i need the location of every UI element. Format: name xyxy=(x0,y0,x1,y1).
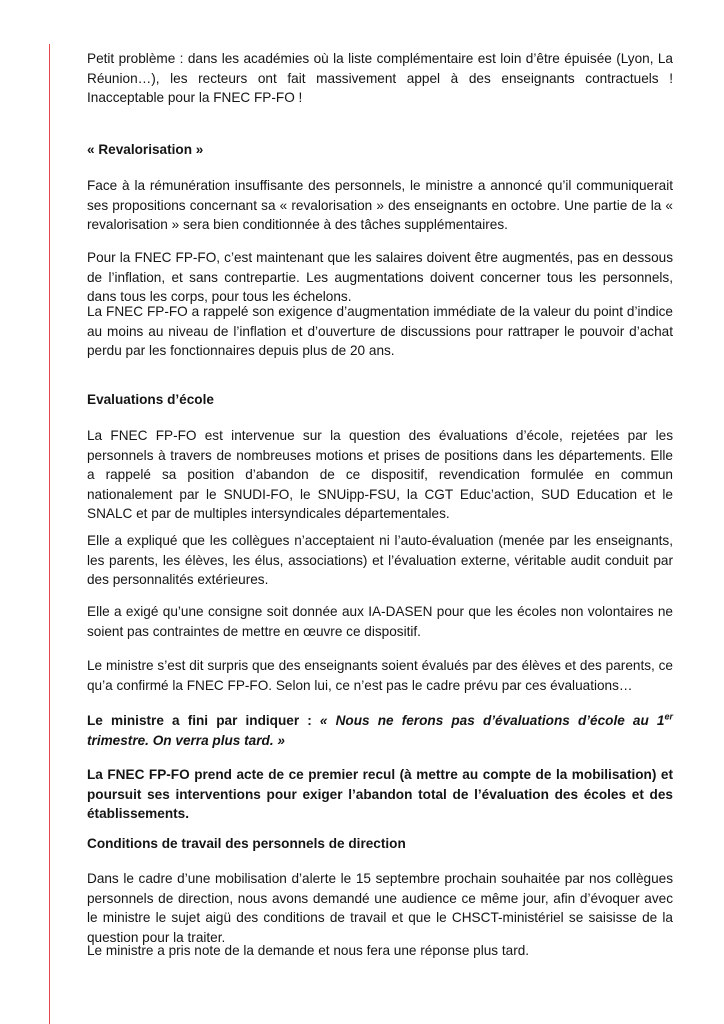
paragraph-evaluations-1: La FNEC FP-FO est intervenue sur la question des évaluations d’école, rejetées par les personnels à travers de nombreuses motions et prises de positions dans les départements. Elle a rappelé sa position d’abandon de ce dispositif, revendication formulée en commun nationalement par le SNUDI-FO, le SNUipp-FSU, la CGT Educ’action, SUD Education et le SNALC et par de multiples intersyndicales départementales. xyxy=(87,428,673,522)
paragraph-revalorisation-1: Face à la rémunération insuffisante des personnels, le ministre a annoncé qu’il communiquerait ses propositions concernant sa « revalorisation » des enseignants en octobre. Une partie de la « revalorisation » sera bien conditionnée à des tâches supplémentaires. xyxy=(87,178,673,233)
paragraph-revalorisation-3: La FNEC FP-FO a rappelé son exigence d’augmentation immédiate de la valeur du point d’indice au moins au niveau de l’inflation et d’ouverture de discussions pour rattraper le pouvoir d’achat perdu par les fonctionnaires depuis plus de 20 ans. xyxy=(87,304,673,359)
paragraph-intro: Petit problème : dans les académies où la liste complémentaire est loin d’être épuisée (Lyon, La Réunion…), les recteurs ont fait massivement appel à des enseignants contractuels ! Inacceptable pour la FNEC FP-FO ! xyxy=(87,51,673,106)
paragraph-minister-quote xyxy=(87,711,673,750)
paragraph-conditions-2: Le ministre a pris note de la demande et nous fera une réponse plus tard. xyxy=(87,943,530,958)
paragraph-fnec-response: La FNEC FP-FO prend acte de ce premier recul (à mettre au compte de la mobilisation) et poursuit ses interventions pour exiger l’abandon total de l’évaluation des écoles et des établissements. xyxy=(87,767,673,822)
heading-conditions: Conditions de travail des personnels de direction xyxy=(87,836,406,851)
paragraph-evaluations-4: Le ministre s’est dit surpris que des enseignants soient évalués par des élèves et des parents, ce qu’a confirmé la FNEC FP-FO. Selon lui, ce n’est pas le cadre prévu par ces évaluations… xyxy=(87,658,673,693)
quote-text-b: trimestre. On verra plus tard. » xyxy=(87,732,285,748)
quote-text-a: « Nous ne ferons pas d’évaluations d’école au 1 xyxy=(319,713,665,728)
quote-superscript: er xyxy=(664,711,673,722)
heading-revalorisation: « Revalorisation » xyxy=(87,142,204,157)
paragraph-revalorisation-2: Pour la FNEC FP-FO, c’est maintenant que les salaires doivent être augmentés, pas en dessous de l’inflation, et sans contrepartie. Les augmentations doivent concerner tous les personnels, dans tous les corps, pour tous les échelons. xyxy=(87,250,673,305)
paragraph-evaluations-3: Elle a exigé qu’une consigne soit donnée aux IA-DASEN pour que les écoles non volontaires ne soient pas contraintes de mettre en œuvre ce dispositif. xyxy=(87,604,673,639)
paragraph-conditions-1: Dans le cadre d’une mobilisation d’alerte le 15 septembre prochain souhaitée par nos collègues personnels de direction, nous avons demandé une audience ce même jour, afin d’évoquer avec le ministre le sujet aigü des conditions de travail et que le CHSCT-ministériel se saisisse de la question pour la traiter. xyxy=(87,871,673,945)
heading-evaluations: Evaluations d’école xyxy=(87,392,214,407)
quote-lead: Le ministre a fini par indiquer : xyxy=(87,713,320,728)
margin-rule xyxy=(49,44,50,1024)
paragraph-evaluations-2: Elle a expliqué que les collègues n’acceptaient ni l’auto-évaluation (menée par les enseignants, les parents, les élèves, les élus, associations) et l’évaluation externe, véritable audit conduit par des personnalités extérieures. xyxy=(87,533,673,588)
